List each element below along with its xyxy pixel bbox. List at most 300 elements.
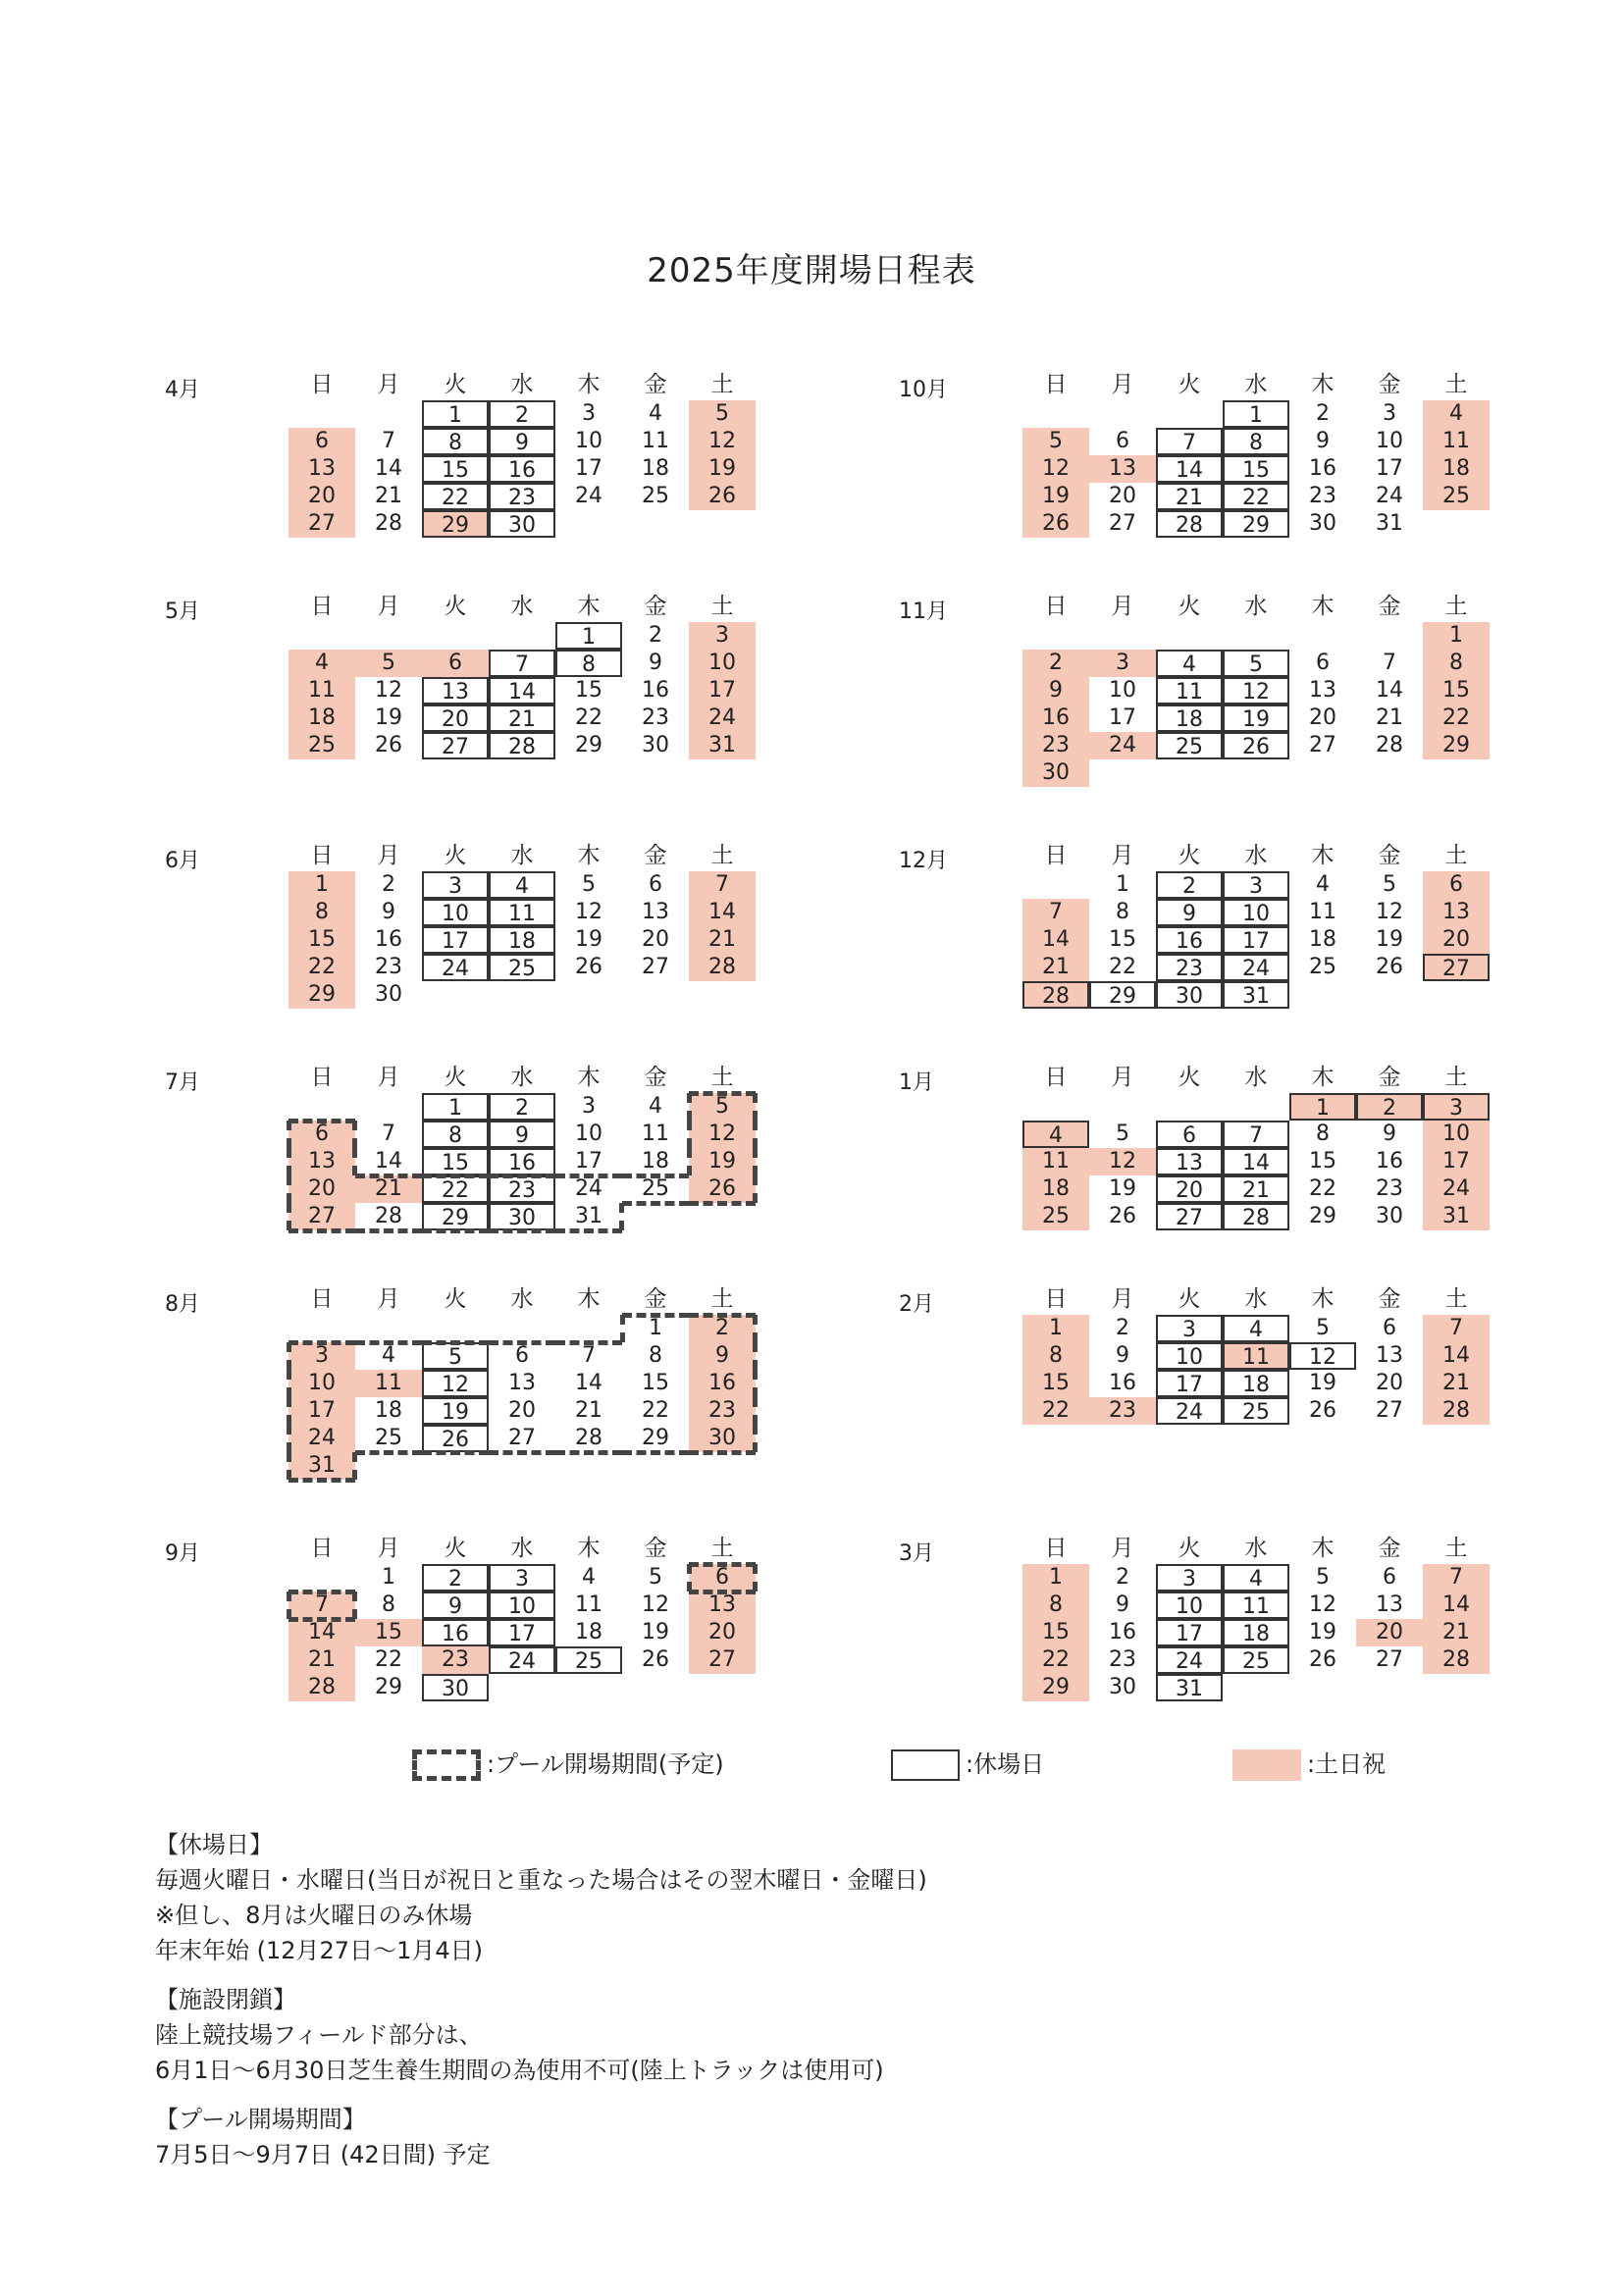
day-cell: 20 — [508, 1398, 536, 1423]
day-cell: 27 — [288, 1203, 355, 1230]
day-cell: 17 — [1376, 456, 1403, 481]
pool-outline — [753, 1425, 758, 1452]
day-cell: 11 — [1156, 677, 1223, 704]
weekday-header: 水 — [510, 843, 534, 868]
legend-pool-swatch — [412, 1749, 481, 1781]
weekday-header: 月 — [1111, 372, 1134, 397]
day-cell: 5 — [422, 1342, 489, 1370]
day-cell: 2 — [1316, 401, 1330, 426]
weekday-header: 水 — [1244, 843, 1268, 868]
day-cell: 5 — [1383, 872, 1396, 897]
weekday-header: 金 — [644, 594, 667, 619]
day-cell: 8 — [649, 1343, 662, 1368]
notes-closed-line: 年末年始 (12月27日～1月4日) — [155, 1937, 483, 1964]
weekday-header: 金 — [644, 1536, 667, 1561]
day-cell: 13 — [288, 455, 355, 483]
day-cell: 9 — [1022, 677, 1089, 704]
weekday-header: 火 — [1178, 594, 1201, 619]
day-cell: 1 — [1289, 1093, 1356, 1121]
pool-outline — [619, 1203, 624, 1230]
day-cell: 12 — [1376, 900, 1403, 924]
month-calendar — [165, 371, 871, 567]
day-cell: 23 — [689, 1397, 756, 1425]
weekday-header: 金 — [1378, 843, 1401, 868]
day-cell: 24 — [1223, 954, 1289, 981]
day-cell: 17 — [575, 456, 602, 481]
day-cell: 8 — [1022, 1592, 1089, 1619]
day-cell: 18 — [1423, 455, 1490, 483]
day-cell: 9 — [382, 900, 395, 924]
pool-outline — [687, 1564, 692, 1592]
month-calendar — [165, 842, 871, 1038]
day-cell: 20 — [689, 1619, 756, 1646]
day-cell: 29 — [1223, 510, 1289, 538]
day-cell: 6 — [1423, 871, 1490, 899]
pool-outline — [555, 1228, 622, 1233]
month-label: 5月 — [165, 600, 200, 624]
day-cell: 9 — [1383, 1122, 1396, 1146]
day-cell: 28 — [1423, 1646, 1490, 1674]
day-cell: 26 — [1022, 510, 1089, 538]
day-cell: 18 — [1223, 1619, 1289, 1646]
day-cell: 2 — [422, 1564, 489, 1592]
weekday-header: 金 — [1378, 594, 1401, 619]
day-cell: 25 — [1156, 732, 1223, 759]
day-cell: 29 — [1309, 1204, 1336, 1228]
legend-closed-label: :休場日 — [966, 1750, 1045, 1778]
day-cell: 5 — [1316, 1316, 1330, 1340]
day-cell: 19 — [1223, 704, 1289, 732]
day-cell: 16 — [689, 1370, 756, 1397]
month-calendar — [899, 371, 1605, 567]
day-cell: 7 — [1423, 1564, 1490, 1592]
day-cell: 10 — [1109, 678, 1136, 703]
weekday-header: 木 — [577, 594, 601, 619]
day-cell: 12 — [642, 1592, 669, 1617]
day-cell: 28 — [1423, 1397, 1490, 1425]
day-cell: 16 — [1376, 1149, 1403, 1174]
day-cell: 17 — [689, 677, 756, 704]
day-cell: 17 — [1156, 1619, 1223, 1646]
day-cell: 14 — [1423, 1592, 1490, 1619]
day-cell: 26 — [1223, 732, 1289, 759]
day-cell: 16 — [1022, 704, 1089, 732]
day-cell: 20 — [1376, 1371, 1403, 1395]
day-cell: 1 — [1022, 1564, 1089, 1592]
day-cell: 2 — [382, 872, 395, 897]
weekday-header: 金 — [644, 843, 667, 868]
day-cell: 14 — [375, 1149, 402, 1174]
day-cell: 21 — [575, 1398, 602, 1423]
day-cell: 30 — [489, 510, 555, 538]
day-cell: 2 — [1116, 1316, 1129, 1340]
day-cell: 29 — [422, 1203, 489, 1230]
pool-outline — [622, 1201, 689, 1206]
day-cell: 9 — [1156, 899, 1223, 926]
weekday-header: 火 — [444, 1536, 467, 1561]
weekday-header: 木 — [1311, 1286, 1335, 1312]
day-cell: 1 — [1423, 622, 1490, 650]
weekday-header: 火 — [444, 843, 467, 868]
day-cell: 8 — [382, 1592, 395, 1617]
month-label: 1月 — [899, 1070, 934, 1095]
notes-facility-line: 陸上競技場フィールド部分は、 — [155, 2021, 483, 2049]
month-label: 6月 — [165, 849, 200, 873]
weekday-header: 日 — [1044, 1065, 1068, 1090]
day-cell: 8 — [1116, 900, 1129, 924]
day-cell: 6 — [288, 428, 355, 455]
weekday-header: 火 — [444, 1065, 467, 1090]
weekday-header: 火 — [1178, 1065, 1201, 1090]
day-cell: 18 — [1022, 1175, 1089, 1203]
day-cell: 2 — [1022, 650, 1089, 677]
day-cell: 6 — [1116, 429, 1129, 453]
weekday-header: 土 — [1444, 843, 1468, 868]
pool-outline — [622, 1313, 689, 1318]
day-cell: 7 — [382, 1122, 395, 1146]
day-cell: 16 — [1156, 926, 1223, 954]
weekday-header: 土 — [1444, 594, 1468, 619]
pool-outline — [287, 1175, 291, 1203]
day-cell: 4 — [1423, 400, 1490, 428]
day-cell: 14 — [1223, 1148, 1289, 1175]
day-cell: 15 — [1022, 1619, 1089, 1646]
weekday-header: 水 — [510, 1065, 534, 1090]
weekday-header: 月 — [1111, 594, 1134, 619]
day-cell: 3 — [689, 622, 756, 650]
day-cell: 22 — [642, 1398, 669, 1423]
day-cell: 6 — [422, 650, 489, 677]
weekday-header: 土 — [710, 1286, 734, 1312]
day-cell: 26 — [1309, 1398, 1336, 1423]
day-cell: 22 — [422, 483, 489, 510]
day-cell: 10 — [1156, 1342, 1223, 1370]
day-cell: 25 — [288, 732, 355, 759]
day-cell: 7 — [489, 650, 555, 677]
day-cell: 18 — [375, 1398, 402, 1423]
day-cell: 6 — [1383, 1316, 1396, 1340]
weekday-header: 木 — [577, 1286, 601, 1312]
day-cell: 24 — [1089, 732, 1156, 759]
day-cell: 27 — [288, 510, 355, 538]
legend-holiday-label: :土日祝 — [1307, 1750, 1387, 1778]
day-cell: 2 — [649, 623, 662, 648]
day-cell: 22 — [422, 1175, 489, 1203]
day-cell: 9 — [489, 1121, 555, 1148]
day-cell: 29 — [1022, 1674, 1089, 1701]
day-cell: 22 — [1022, 1646, 1089, 1674]
day-cell: 13 — [422, 677, 489, 704]
month-calendar — [899, 1064, 1605, 1260]
day-cell: 29 — [1423, 732, 1490, 759]
weekday-header: 金 — [644, 1286, 667, 1312]
notes-closed-line: ※但し、8月は火曜日のみ休場 — [155, 1902, 473, 1929]
day-cell: 19 — [422, 1397, 489, 1425]
day-cell: 5 — [1223, 650, 1289, 677]
day-cell: 27 — [1423, 954, 1490, 981]
pool-outline — [555, 1450, 622, 1455]
day-cell: 16 — [1109, 1371, 1136, 1395]
pool-outline — [287, 1425, 291, 1452]
day-cell: 13 — [508, 1371, 536, 1395]
day-cell: 28 — [375, 1204, 402, 1228]
notes-facility-title: 【施設閉鎖】 — [155, 1986, 296, 2013]
day-cell: 16 — [642, 678, 669, 703]
day-cell: 14 — [489, 677, 555, 704]
weekday-header: 土 — [1444, 372, 1468, 397]
pool-outline — [753, 1093, 758, 1121]
day-cell: 12 — [1089, 1148, 1156, 1175]
day-cell: 23 — [375, 955, 402, 979]
pool-outline — [689, 1313, 756, 1318]
weekday-header: 火 — [444, 372, 467, 397]
notes-facility-line: 6月1日～6月30日芝生養生期間の為使用不可(陸上トラックは使用可) — [155, 2057, 884, 2084]
day-cell: 17 — [288, 1397, 355, 1425]
day-cell: 24 — [288, 1425, 355, 1452]
weekday-header: 火 — [1178, 1536, 1201, 1561]
pool-outline — [287, 1148, 291, 1175]
day-cell: 28 — [1022, 981, 1089, 1009]
day-cell: 17 — [1156, 1370, 1223, 1397]
day-cell: 16 — [422, 1619, 489, 1646]
pool-outline — [687, 1121, 692, 1148]
day-cell: 3 — [582, 1094, 596, 1119]
day-cell: 21 — [689, 926, 756, 954]
day-cell: 26 — [689, 483, 756, 510]
pool-outline — [689, 1091, 756, 1096]
month-calendar — [899, 593, 1605, 789]
weekday-header: 日 — [310, 372, 334, 397]
notes-pool-title: 【プール開場期間】 — [155, 2106, 366, 2133]
day-cell: 18 — [1223, 1370, 1289, 1397]
weekday-header: 木 — [1311, 1065, 1335, 1090]
day-cell: 22 — [1309, 1176, 1336, 1201]
day-cell: 27 — [1156, 1203, 1223, 1230]
day-cell: 13 — [1423, 899, 1490, 926]
day-cell: 4 — [1223, 1564, 1289, 1592]
day-cell: 15 — [1309, 1149, 1336, 1174]
pool-outline — [555, 1174, 622, 1178]
day-cell: 21 — [1022, 954, 1089, 981]
day-cell: 30 — [1022, 759, 1089, 787]
day-cell: 2 — [1116, 1565, 1129, 1590]
day-cell: 25 — [1309, 955, 1336, 979]
weekday-header: 日 — [1044, 1286, 1068, 1312]
weekday-header: 土 — [710, 1536, 734, 1561]
day-cell: 5 — [1022, 428, 1089, 455]
day-cell: 15 — [642, 1371, 669, 1395]
day-cell: 1 — [1022, 1315, 1089, 1342]
pool-outline — [355, 1174, 422, 1178]
day-cell: 13 — [689, 1592, 756, 1619]
day-cell: 18 — [288, 704, 355, 732]
day-cell: 25 — [489, 954, 555, 981]
pool-outline — [689, 1450, 756, 1455]
day-cell: 30 — [422, 1674, 489, 1701]
day-cell: 26 — [1376, 955, 1403, 979]
day-cell: 5 — [1316, 1565, 1330, 1590]
day-cell: 29 — [642, 1426, 669, 1450]
day-cell: 17 — [489, 1619, 555, 1646]
day-cell: 23 — [489, 1175, 555, 1203]
day-cell: 4 — [649, 1094, 662, 1119]
day-cell: 8 — [1423, 650, 1490, 677]
day-cell: 26 — [1309, 1647, 1336, 1672]
day-cell: 14 — [1156, 455, 1223, 483]
day-cell: 5 — [689, 1093, 756, 1121]
day-cell: 4 — [649, 401, 662, 426]
weekday-header: 木 — [577, 843, 601, 868]
weekday-header: 水 — [1244, 1286, 1268, 1312]
day-cell: 30 — [642, 733, 669, 757]
day-cell: 5 — [649, 1565, 662, 1590]
day-cell: 8 — [422, 1121, 489, 1148]
day-cell: 19 — [1309, 1620, 1336, 1644]
day-cell: 3 — [288, 1342, 355, 1370]
notes-closed-line: 毎週火曜日・水曜日(当日が祝日と重なった場合はその翌木曜日・金曜日) — [155, 1866, 927, 1894]
day-cell: 13 — [1376, 1343, 1403, 1368]
pool-outline — [622, 1450, 689, 1455]
day-cell: 3 — [1223, 871, 1289, 899]
day-cell: 23 — [1089, 1397, 1156, 1425]
notes-facility-section — [155, 1982, 927, 2088]
pool-outline — [287, 1121, 291, 1148]
day-cell: 19 — [642, 1620, 669, 1644]
pool-outline — [287, 1397, 291, 1425]
day-cell: 20 — [1109, 484, 1136, 508]
day-cell: 3 — [1423, 1093, 1490, 1121]
weekday-header: 月 — [377, 372, 400, 397]
pool-outline — [288, 1119, 355, 1123]
day-cell: 4 — [1223, 1315, 1289, 1342]
day-cell: 7 — [689, 871, 756, 899]
day-cell: 18 — [489, 926, 555, 954]
day-cell: 8 — [1316, 1122, 1330, 1146]
weekday-header: 土 — [710, 594, 734, 619]
pool-outline — [753, 1370, 758, 1397]
day-cell: 4 — [1156, 650, 1223, 677]
day-cell: 13 — [288, 1148, 355, 1175]
day-cell: 9 — [422, 1592, 489, 1619]
day-cell: 19 — [1376, 927, 1403, 952]
pool-outline — [352, 1148, 357, 1175]
day-cell: 10 — [288, 1370, 355, 1397]
day-cell: 18 — [1156, 704, 1223, 732]
day-cell: 24 — [489, 1646, 555, 1674]
weekday-header: 木 — [577, 372, 601, 397]
pool-outline — [288, 1617, 355, 1622]
day-cell: 27 — [422, 732, 489, 759]
day-cell: 15 — [1022, 1370, 1089, 1397]
day-cell: 22 — [1223, 483, 1289, 510]
day-cell: 24 — [422, 954, 489, 981]
weekday-header: 土 — [710, 372, 734, 397]
day-cell: 5 — [355, 650, 422, 677]
day-cell: 15 — [355, 1619, 422, 1646]
month-calendar — [165, 1064, 871, 1260]
day-cell: 9 — [1116, 1592, 1129, 1617]
day-cell: 10 — [575, 429, 602, 453]
day-cell: 9 — [1116, 1343, 1129, 1368]
day-cell: 8 — [422, 428, 489, 455]
legend-closed-swatch — [891, 1749, 960, 1781]
day-cell: 3 — [1383, 401, 1396, 426]
weekday-header: 日 — [1044, 372, 1068, 397]
day-cell: 3 — [489, 1564, 555, 1592]
day-cell: 23 — [1309, 484, 1336, 508]
day-cell: 12 — [422, 1370, 489, 1397]
day-cell: 17 — [1223, 926, 1289, 954]
month-label: 11月 — [899, 600, 948, 624]
day-cell: 12 — [1223, 677, 1289, 704]
weekday-header: 水 — [510, 372, 534, 397]
month-label: 2月 — [899, 1292, 934, 1317]
day-cell: 4 — [1022, 1121, 1089, 1148]
day-cell: 25 — [642, 484, 669, 508]
day-cell: 11 — [1022, 1148, 1089, 1175]
day-cell: 6 — [1316, 651, 1330, 675]
day-cell: 15 — [288, 926, 355, 954]
day-cell: 10 — [1156, 1592, 1223, 1619]
pool-outline — [489, 1450, 555, 1455]
day-cell: 20 — [1423, 926, 1490, 954]
day-cell: 27 — [1109, 511, 1136, 536]
day-cell: 22 — [288, 954, 355, 981]
day-cell: 8 — [1022, 1342, 1089, 1370]
day-cell: 28 — [489, 732, 555, 759]
day-cell: 18 — [642, 1149, 669, 1174]
day-cell: 19 — [1109, 1176, 1136, 1201]
day-cell: 26 — [422, 1425, 489, 1452]
legend-pool — [412, 1745, 724, 1781]
pool-outline — [753, 1397, 758, 1425]
day-cell: 12 — [1309, 1592, 1336, 1617]
day-cell: 21 — [489, 704, 555, 732]
day-cell: 27 — [1309, 733, 1336, 757]
notes-closed-section — [155, 1827, 927, 1968]
day-cell: 11 — [1223, 1342, 1289, 1370]
weekday-header: 日 — [1044, 594, 1068, 619]
day-cell: 3 — [1156, 1564, 1223, 1592]
weekday-header: 土 — [710, 1065, 734, 1090]
weekday-header: 金 — [1378, 1286, 1401, 1312]
day-cell: 29 — [288, 981, 355, 1009]
day-cell: 26 — [642, 1647, 669, 1672]
weekday-header: 月 — [377, 1536, 400, 1561]
day-cell: 30 — [1109, 1675, 1136, 1699]
day-cell: 17 — [1109, 705, 1136, 730]
day-cell: 7 — [1022, 899, 1089, 926]
day-cell: 7 — [1423, 1315, 1490, 1342]
day-cell: 28 — [1156, 510, 1223, 538]
weekday-header: 木 — [1311, 372, 1335, 397]
day-cell: 31 — [288, 1452, 355, 1480]
day-cell: 13 — [1089, 455, 1156, 483]
day-cell: 14 — [375, 456, 402, 481]
day-cell: 25 — [1423, 483, 1490, 510]
day-cell: 31 — [1223, 981, 1289, 1009]
day-cell: 1 — [288, 871, 355, 899]
weekday-header: 日 — [1044, 1536, 1068, 1561]
day-cell: 24 — [1423, 1175, 1490, 1203]
day-cell: 21 — [355, 1175, 422, 1203]
weekday-header: 水 — [1244, 372, 1268, 397]
day-cell: 10 — [575, 1122, 602, 1146]
day-cell: 28 — [288, 1674, 355, 1701]
pool-outline — [352, 1121, 357, 1148]
day-cell: 7 — [582, 1343, 596, 1368]
weekday-header: 金 — [1378, 1065, 1401, 1090]
